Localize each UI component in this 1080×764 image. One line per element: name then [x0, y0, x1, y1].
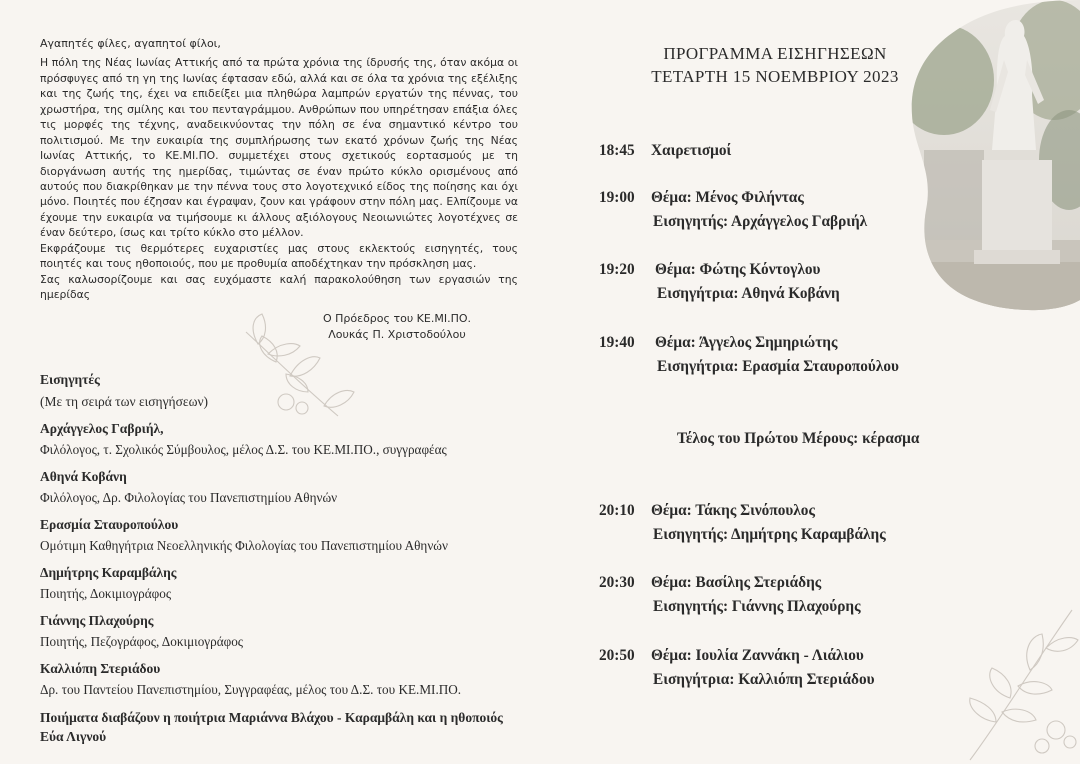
signature-name: Λουκάς Π. Χριστοδούλου: [328, 327, 466, 341]
schedule-slot: [599, 331, 899, 379]
letter-paragraph: Εκφράζουμε τις θερμότερες ευχαριστίες μας στους εκλεκτούς εισηγητές, τους ποιητές και τους ηθοποιούς, που με προθυμία αποδέχτηκαν την πρόσκληση μας.: [40, 241, 518, 271]
speakers-list: [40, 371, 520, 746]
schedule-slot: [599, 258, 840, 306]
signature-title: Ο Πρόεδρος του ΚΕ.ΜΙ.ΠΟ.: [322, 311, 471, 325]
readers-note: Ποιήματα διαβάζουν η ποιήτρια Μαριάννα Βλάχου - Καραμβάλη και η ηθοποιός Εύα Λιγνού: [40, 710, 503, 744]
schedule-slot: [599, 644, 875, 692]
slot-topic: Χαιρετισμοί: [651, 142, 732, 159]
slot-time: 20:30: [599, 574, 635, 591]
slot-topic: Θέμα: Βασίλης Στεριάδης: [651, 574, 822, 591]
schedule-slot: [599, 499, 886, 547]
speaker-entry: [40, 659, 520, 699]
slot-speaker: Εισηγητής: Δημήτρης Καραμβάλης: [653, 526, 886, 543]
speaker-role: Ποιητής, Δοκιμιογράφος: [40, 586, 172, 601]
speaker-role: Ομότιμη Καθηγήτρια Νεοελληνικής Φιλολογίας του Πανεπιστημίου Αθηνών: [40, 538, 448, 553]
speaker-name: Αρχάγγελος Γαβριήλ,: [40, 421, 164, 436]
slot-topic: Θέμα: Τάκης Σινόπουλος: [651, 502, 815, 519]
speaker-entry: [40, 611, 520, 651]
letter-paragraph: Σας καλωσορίζουμε και σας ευχόμαστε καλή παρακολούθηση των εργασιών της ημερίδας: [40, 272, 518, 302]
speaker-name: Ερασμία Σταυροπούλου: [40, 517, 179, 532]
speaker-name: Καλλιόπη Στεριάδου: [40, 661, 161, 676]
schedule-slot: [599, 139, 731, 163]
olive-branch-icon: [960, 600, 1080, 764]
speaker-entry: [40, 467, 520, 507]
break-note: Τέλος του Πρώτου Μέρους: κέρασμα: [677, 430, 920, 447]
speaker-name: Γιάννης Πλαχούρης: [40, 613, 154, 628]
slot-speaker: Εισηγήτρια: Ερασμία Σταυροπούλου: [657, 358, 899, 375]
speaker-role: Φιλόλογος, τ. Σχολικός Σύμβουλος, μέλος Δ.Σ. του ΚΕ.ΜΙ.ΠΟ., συγγραφέας: [40, 442, 447, 457]
greeting: Αγαπητές φίλες, αγαπητοί φίλοι,: [40, 37, 221, 50]
slot-time: 19:00: [599, 189, 635, 206]
slot-topic: Θέμα: Μένος Φιλήντας: [651, 189, 804, 206]
slot-time: 20:50: [599, 647, 635, 664]
speaker-entry: [40, 563, 520, 603]
program-title: [610, 42, 940, 88]
program-date: ΤΕΤΑΡΤΗ 15 ΝΟΕΜΒΡΙΟΥ 2023: [651, 67, 899, 86]
signature: [302, 311, 492, 343]
speakers-subheading: (Με τη σειρά των εισηγήσεων): [40, 394, 209, 409]
slot-time: 19:20: [599, 261, 635, 278]
speakers-heading: Εισηγητές: [40, 372, 100, 387]
speaker-role: Ποιητής, Πεζογράφος, Δοκιμιογράφος: [40, 634, 244, 649]
speaker-role: Δρ. του Παντείου Πανεπιστημίου, Συγγραφέας, μέλος του Δ.Σ. του ΚΕ.ΜΙ.ΠΟ.: [40, 682, 462, 697]
slot-time: 18:45: [599, 142, 635, 159]
speaker-role: Φιλόλογος, Δρ. Φιλολογίας του Πανεπιστημίου Αθηνών: [40, 490, 338, 505]
welcome-letter: [40, 36, 518, 343]
slot-speaker: Εισηγητής: Γιάννης Πλαχούρης: [653, 598, 861, 615]
schedule-slot: [599, 571, 861, 619]
speaker-entry: [40, 515, 520, 555]
letter-paragraph: Η πόλη της Νέας Ιωνίας Αττικής από τα πρώτα χρόνια της ίδρυσής της, όταν ακόμα οι πρόσφυγες από τη γη της Ιωνίας έφτασαν εδώ, αλλά και σε όλα τα χρόνια της εξέλιξης και της ζωής της, έχει να επιδείξει μια πληθώρα λαμπρών εργατών της πέννας, του χρωστήρα, της σμίλης και του πενταγράμμου. Ανθρώπων που υπηρέτησαν επάξια όλες τις μορφές της τέχνης, αναδεικνύοντας την πόλη σε ένα σημαντικό κέντρο του πολιτισμού. Με την ευκαιρία της συμπλήρωσης των εκατό χρόνων ζωής της Νέας Ιωνίας Αττικής, το ΚΕ.ΜΙ.ΠΟ. συμμετέχει στους σχετικούς εορτασμούς με τη διοργάνωση αυτής της ημερίδας, τιμώντας σε έναν πρώτο κύκλο ορισμένους από αυτούς που διακρίθηκαν με την πέννα τους στο λογοτεχνικό είδος της ποίησης και όχι μόνο. Ποιητές που έζησαν και έγραψαν, ζουν και γράφουν στην πόλη μας. Ελπίζουμε να έχουμε την ευκαιρία να τιμήσουμε κι άλλους αξιόλογους Νεοιωνιώτες λογοτέχνες σε έναν δεύτερο, ίσως και τρίτο κύκλο στο μέλλον.: [40, 56, 518, 240]
speaker-entry: [40, 419, 520, 459]
slot-topic: Θέμα: Φώτης Κόντογλου: [655, 261, 821, 278]
letter-body: [40, 55, 518, 302]
slot-time: 19:40: [599, 334, 635, 351]
slot-speaker: Εισηγήτρια: Καλλιόπη Στεριάδου: [653, 671, 875, 688]
slot-topic: Θέμα: Άγγελος Σημηριώτης: [655, 334, 838, 351]
slot-time: 20:10: [599, 502, 635, 519]
speaker-name: Αθηνά Κοβάνη: [40, 469, 127, 484]
slot-topic: Θέμα: Ιουλία Ζαννάκη - Λιάλιου: [651, 647, 864, 664]
schedule-slot: [599, 186, 867, 234]
program-title-line1: ΠΡΟΓΡΑΜΜΑ ΕΙΣΗΓΗΣΕΩΝ: [663, 44, 887, 63]
slot-speaker: Εισηγητής: Αρχάγγελος Γαβριήλ: [653, 213, 868, 230]
speaker-name: Δημήτρης Καραμβάλης: [40, 565, 177, 580]
slot-speaker: Εισηγήτρια: Αθηνά Κοβάνη: [657, 285, 840, 302]
